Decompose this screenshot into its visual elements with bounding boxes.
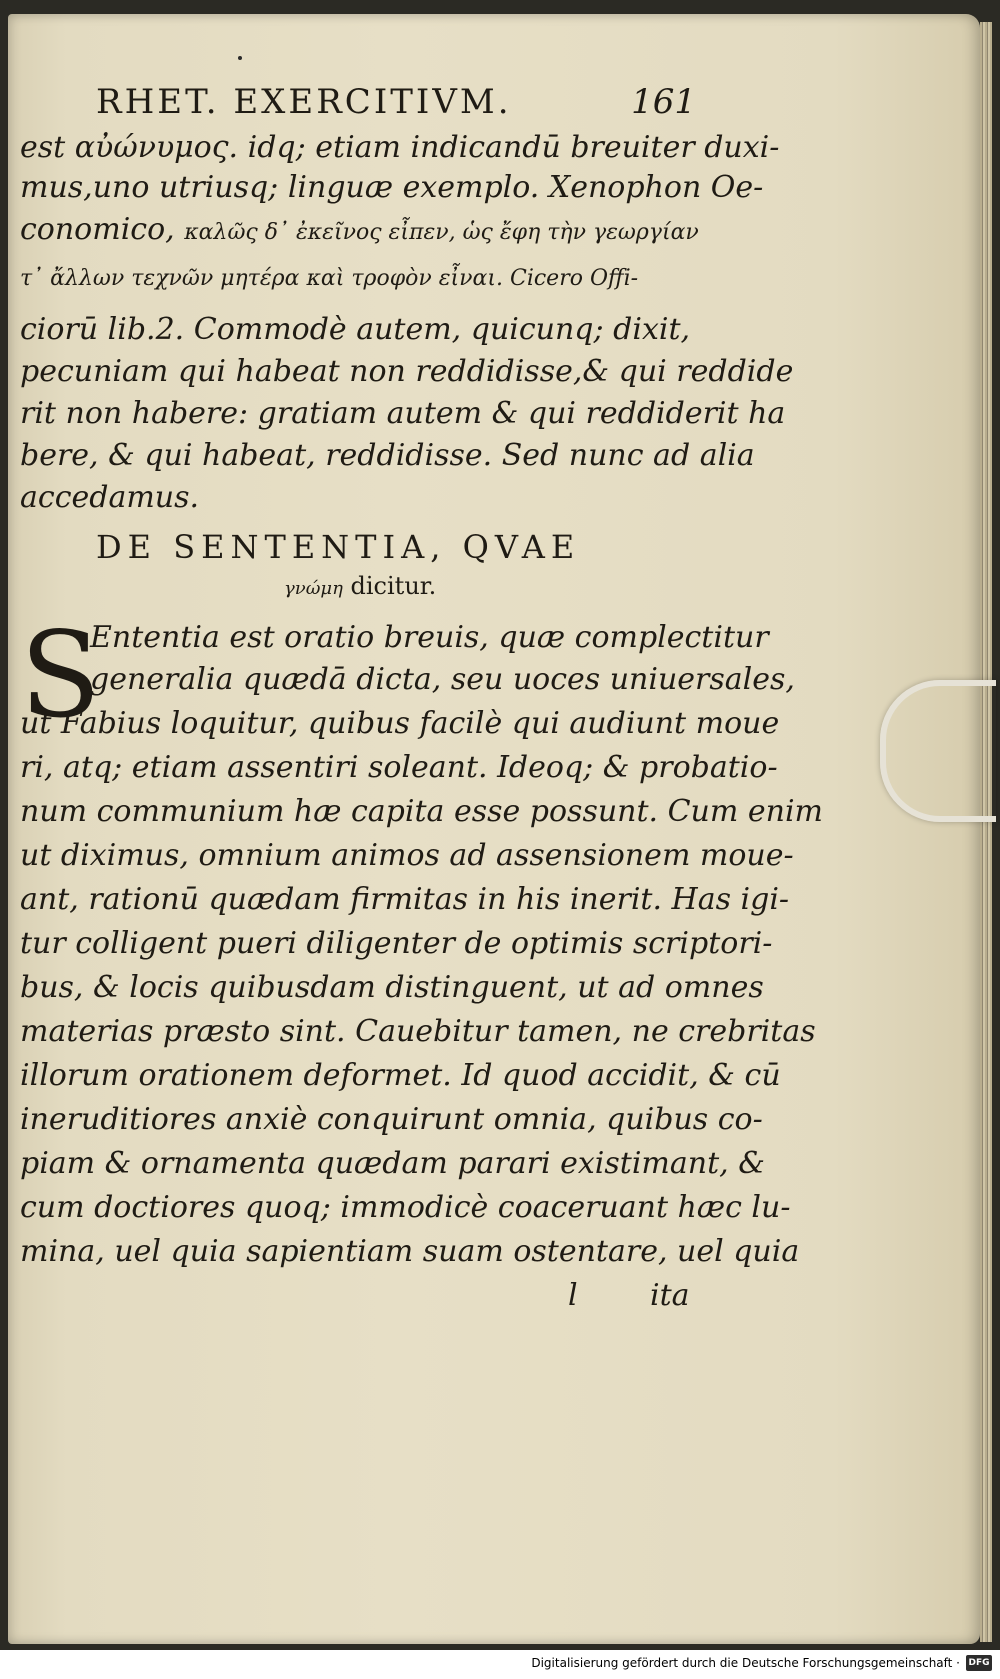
- section-subheading: [284, 572, 436, 600]
- catchword: ita: [650, 1278, 690, 1313]
- drop-cap: S: [20, 606, 101, 744]
- text-line: bere, & qui habeat, reddidisse. Sed nunc ad alia: [20, 438, 755, 473]
- text-line: ineruditiores anxiè conquirunt omnia, quibus co-: [20, 1102, 763, 1137]
- text-line: ut diximus, omnium animos ad assensionem moue-: [20, 838, 794, 873]
- page-clip: [880, 680, 996, 822]
- subheading-latin: dicitur.: [350, 572, 437, 600]
- text-line: est αὐώνυμος. idq; etiam indicandū breuiter duxi-: [20, 130, 780, 165]
- text-line: materias præsto sint. Cauebitur tamen, ne crebritas: [20, 1014, 816, 1049]
- running-head: [96, 82, 696, 126]
- text-line: cum doctiores quoq; immodicè coaceruant hæc lu-: [20, 1190, 791, 1225]
- text-line: pecuniam qui habeat non reddidisse,& qui reddide: [20, 354, 794, 389]
- text-line: num communium hæ capita esse possunt. Cum enim: [20, 794, 823, 829]
- text-line: ut Fabius loquitur, quibus facilè qui audiunt moue: [20, 706, 780, 741]
- text-line: rit non habere: gratiam autem & qui reddiderit ha: [20, 396, 786, 431]
- text-line: piam & ornamenta quædam parari existimant, &: [20, 1146, 765, 1181]
- funding-credit: Digitalisierung gefördert durch die Deutsche Forschungsgemeinschaft ·: [531, 1656, 960, 1670]
- ink-dot: [238, 56, 242, 60]
- page-number: 161: [631, 82, 696, 122]
- running-title: RHET. EXERCITIVM.: [96, 82, 512, 122]
- text-line: Ententia est oratio breuis, quæ complectitur: [90, 620, 769, 655]
- text-line: illorum orationem deformet. Id quod accidit, & cū: [20, 1058, 781, 1093]
- text-line: mina, uel quia sapientiam suam ostentare, uel quia: [20, 1234, 800, 1269]
- subheading-greek: γνώμη: [284, 578, 343, 599]
- text-line: τ᾽ ἄλλων τεχνῶν μητέρα καὶ τροφὸν εἶναι. Cicero Offi-: [20, 266, 639, 291]
- text-line: mus,uno utriusq; linguæ exemplo. Xenophon Oe-: [20, 170, 764, 205]
- text-line: generalia quædā dicta, seu uoces uniuersales,: [90, 662, 795, 697]
- greek-quote: καλῶς δ᾽ ἐκεῖνος εἶπεν, ὡς ἔφη τὴν γεωργίαν: [184, 220, 699, 245]
- text-line: ciorū lib.2. Commodè autem, quicunq; dixit,: [20, 312, 691, 347]
- text-line: [20, 212, 699, 247]
- signature-mark: l: [568, 1278, 578, 1313]
- text-line: ri, atq; etiam assentiri soleant. Ideoq; & probatio-: [20, 750, 778, 785]
- text-line: accedamus.: [20, 480, 200, 515]
- text-line: bus, & locis quibusdam distinguent, ut ad omnes: [20, 970, 764, 1005]
- dfg-logo: DFG: [966, 1655, 992, 1671]
- text-line-latin: conomico,: [20, 212, 175, 247]
- text-line: ant, rationū quædam firmitas in his inerit. Has igi-: [20, 882, 790, 917]
- text-line: tur colligent pueri diligenter de optimis scriptori-: [20, 926, 773, 961]
- section-heading: DE SENTENTIA, QVAE: [96, 528, 581, 566]
- page-edge: [980, 22, 992, 1642]
- footer-bar: [0, 1650, 1000, 1679]
- book-page: [8, 14, 980, 1644]
